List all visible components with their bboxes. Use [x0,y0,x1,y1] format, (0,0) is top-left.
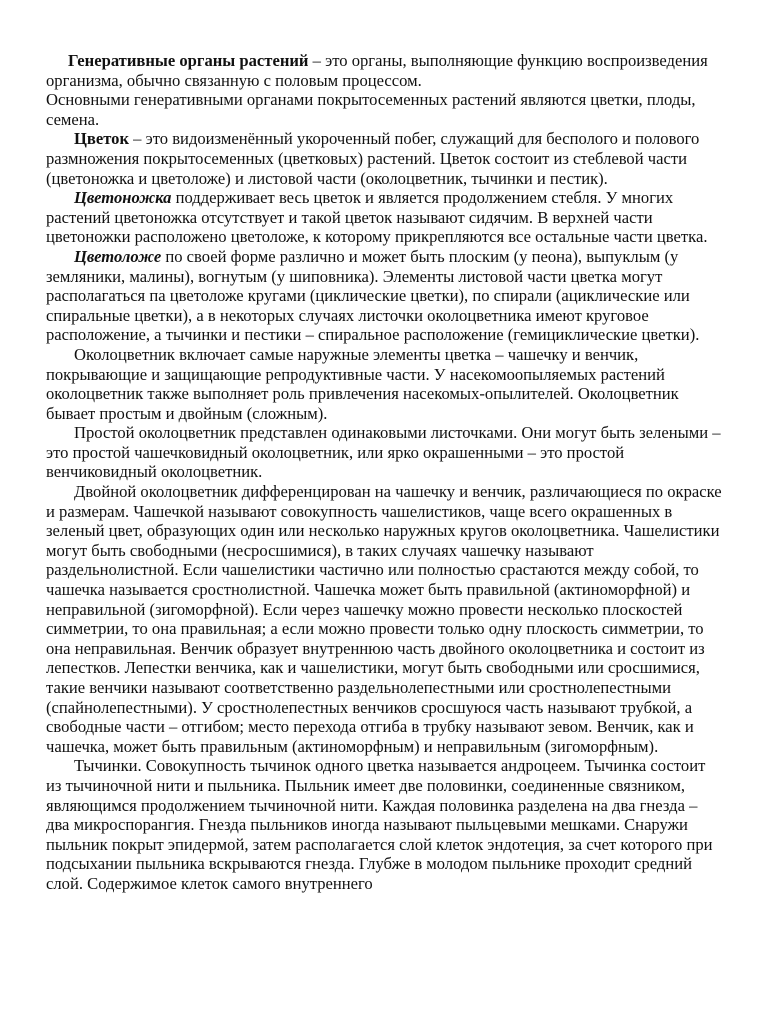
paragraph-pedicel [46,188,722,247]
paragraph-simple-perianth [46,423,722,482]
term-pedicel: Цветоножка [74,188,172,208]
paragraph-double-perianth [46,482,722,756]
document-body [46,51,722,894]
paragraph-text: Тычинки. Совокупность тычинок одного цветка называется андроцеем. Тычинка состоит из тычиночной нити и пыльника. Пыльник имеет две половинки, соединенные связником, являющимся продолжением тычиночной нити. Каждая половинка разделена на два гнезда – два микроспорангия. Гнезда пыльников иногда называют пыльцевыми мешками. Снаружи пыльник покрыт эпидермой, затем располагается слой клеток эндотеция, за счет которого при подсыхании пыльника вскрываются гнезда. Глубже в молодом пыльнике проходит средний слой. Содержимое клеток самого внутреннего [46,756,713,893]
term-receptacle: Цветоложе [74,246,162,266]
paragraph-text: поддерживает весь цветок и является продолжением стебля. У многих растений цветоножка отсутствует и такой цветок называют сидячим. В верхней части цветоножки расположено цветоложе, к которому прикрепляются все остальные части цветка. [46,188,708,247]
paragraph-generative-organs [46,51,722,90]
term-generative-organs: Генеративные органы растений [68,51,309,70]
paragraph-perianth [46,345,722,423]
paragraph-stamens [46,756,722,893]
paragraph-text: Простой околоцветник представлен одинаковыми листочками. Они могут быть зелеными – это простой чашечковидный околоцветник, или ярко окрашенными – это простой венчиковидный околоцветник. [46,423,721,482]
paragraph-flower [46,129,722,188]
term-flower: Цветок [74,129,130,149]
paragraph-text: Двойной околоцветник дифференцирован на чашечку и венчик, различающиеся по окраске и размерам. Чашечкой называют совокупность чашелистиков, чаще всего окрашенных в зеленый цвет, образующих один или несколько наружных кругов околоцветника. Чашелистики могут быть свободными (несросшимися), в таких случаях чашечку называют раздельнолистной. Если чашелистики частично или полностью срастаются между собой, то чашечка называется сростнолистной. Чашечка может быть правильной (актиноморфной) и неправильной (зигоморфной). Если через чашечку можно провести несколько плоскостей симметрии, то она правильная; а если можно провести только одну плоскость симметрии, то она неправильная. Венчик образует внутреннюю часть двойного околоцветника и состоит из лепестков. Лепестки венчика, как и чашелистики, могут быть свободными или сросшимися, такие венчики называют соответственно раздельнолепестными или сростнолепестными (спайнолепестными). У сростнолепестных венчиков сросшуюся часть называют трубкой, а свободные части – отгибом; место перехода отгиба в трубку называют зевом. Венчик, как и чашечка, может быть правильным (актиноморфным) и неправильным (зигоморфным). [46,482,722,756]
paragraph-text: – это органы, выполняющие функцию воспроизведения организма, обычно связанную с половым процессом. [46,51,708,90]
paragraph-text: – это видоизменённый укороченный побег, служащий для бесполого и полового размножения покрытосеменных (цветковых) растений. Цветок состоит из стеблевой части (цветоножка и цветоложе) и листовой части (околоцветник, тычинки и пестик). [46,129,700,188]
paragraph-receptacle [46,247,722,345]
paragraph-main-organs [46,90,722,129]
paragraph-text: по своей форме различно и может быть плоским (у пеона), выпуклым (у земляники, малины), вогнутым (у шиповника). Элементы листовой части цветка могут располагаться па цветоложе кругами (циклические цветки), по спирали (ациклические или спиральные цветки), а в некоторых случаях листочки околоцветника имеют круговое расположение, а тычинки и пестики – спиральное расположение (гемициклические цветки). [46,246,700,345]
paragraph-text: Околоцветник включает самые наружные элементы цветка – чашечку и венчик, покрывающие и защищающие репродуктивные части. У насекомоопыляемых растений околоцветник также выполняет роль привлечения насекомых-опылителей. Околоцветник бывает простым и двойным (сложным). [46,344,679,423]
paragraph-text: Основными генеративными органами покрытосеменных растений являются цветки, плоды, семена. [46,90,696,129]
